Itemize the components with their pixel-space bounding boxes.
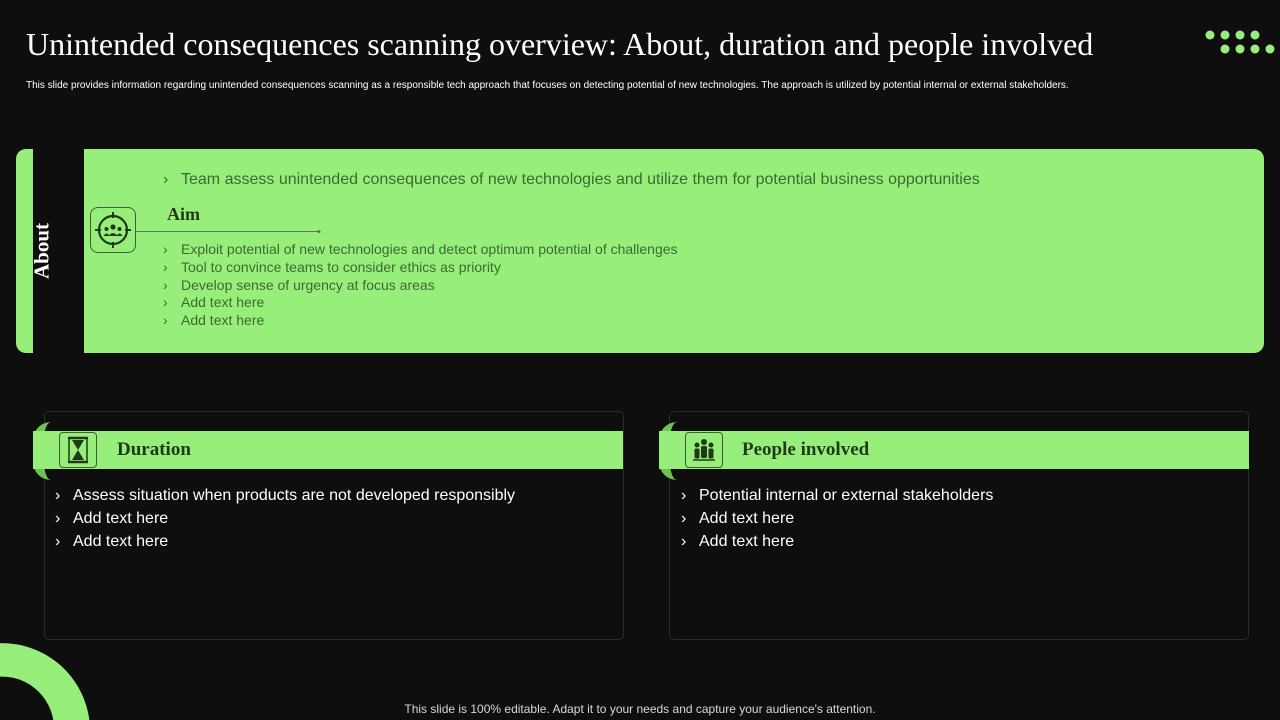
- people-icon-box: [685, 432, 723, 468]
- chevron-right-icon: ›: [163, 171, 169, 188]
- about-top-point-text: Team assess unintended consequences of new technologies and utilize them for potential business opportunities: [181, 171, 980, 188]
- aim-heading: Aim: [167, 204, 200, 224]
- chevron-right-icon: ›: [55, 510, 61, 527]
- chevron-right-icon: ›: [681, 533, 687, 550]
- about-tab-label: About: [29, 222, 54, 280]
- list-item: › Add text here: [55, 530, 515, 553]
- group-people-icon: [686, 433, 722, 467]
- chevron-right-icon: ›: [163, 258, 168, 275]
- list-item: › Add text here: [163, 312, 265, 329]
- chevron-right-icon: ›: [163, 276, 168, 293]
- list-item: › Exploit potential of new technologies and detect optimum potential of challenges: [163, 241, 678, 257]
- list-item: › Add text here: [681, 507, 993, 530]
- footer-note: This slide is 100% editable. Adapt it to your needs and capture your audience's attention.: [404, 702, 876, 716]
- aim-icon-box: [90, 207, 136, 253]
- duration-points-list: [55, 484, 515, 553]
- list-item: › Assess situation when products are not developed responsibly: [55, 484, 515, 507]
- list-item: › Add text here: [163, 294, 265, 311]
- people-heading: People involved: [742, 439, 870, 460]
- list-item: › Potential internal or external stakeholders: [681, 484, 993, 507]
- list-item: › Develop sense of urgency at focus areas: [163, 276, 435, 293]
- list-item: › Add text here: [681, 530, 993, 553]
- team-target-icon: [91, 208, 135, 252]
- slide-subtitle: This slide provides information regarding unintended consequences scanning as a responsible tech approach that focuses on detecting potential of new technologies. The approach is utilized by potential internal or external stakeholders.: [26, 80, 1069, 91]
- chevron-right-icon: ›: [55, 487, 61, 504]
- chevron-right-icon: ›: [681, 487, 687, 504]
- chevron-right-icon: ›: [163, 294, 168, 311]
- slide-title: Unintended consequences scanning overview: About, duration and people involved: [26, 26, 1094, 62]
- duration-heading: Duration: [117, 439, 191, 460]
- chevron-right-icon: ›: [681, 510, 687, 527]
- about-top-point: [163, 171, 980, 189]
- aim-connector-line: [136, 230, 322, 233]
- decorative-dots: [1204, 30, 1280, 56]
- chevron-right-icon: ›: [55, 533, 61, 550]
- list-item: › Add text here: [55, 507, 515, 530]
- list-item: › Tool to convince teams to consider ethics as priority: [163, 258, 501, 275]
- hourglass-icon: [60, 433, 96, 467]
- chevron-right-icon: ›: [163, 241, 168, 257]
- duration-icon-box: [59, 432, 97, 468]
- chevron-right-icon: ›: [163, 312, 168, 329]
- aim-points-list: [163, 241, 678, 330]
- people-points-list: [681, 484, 993, 553]
